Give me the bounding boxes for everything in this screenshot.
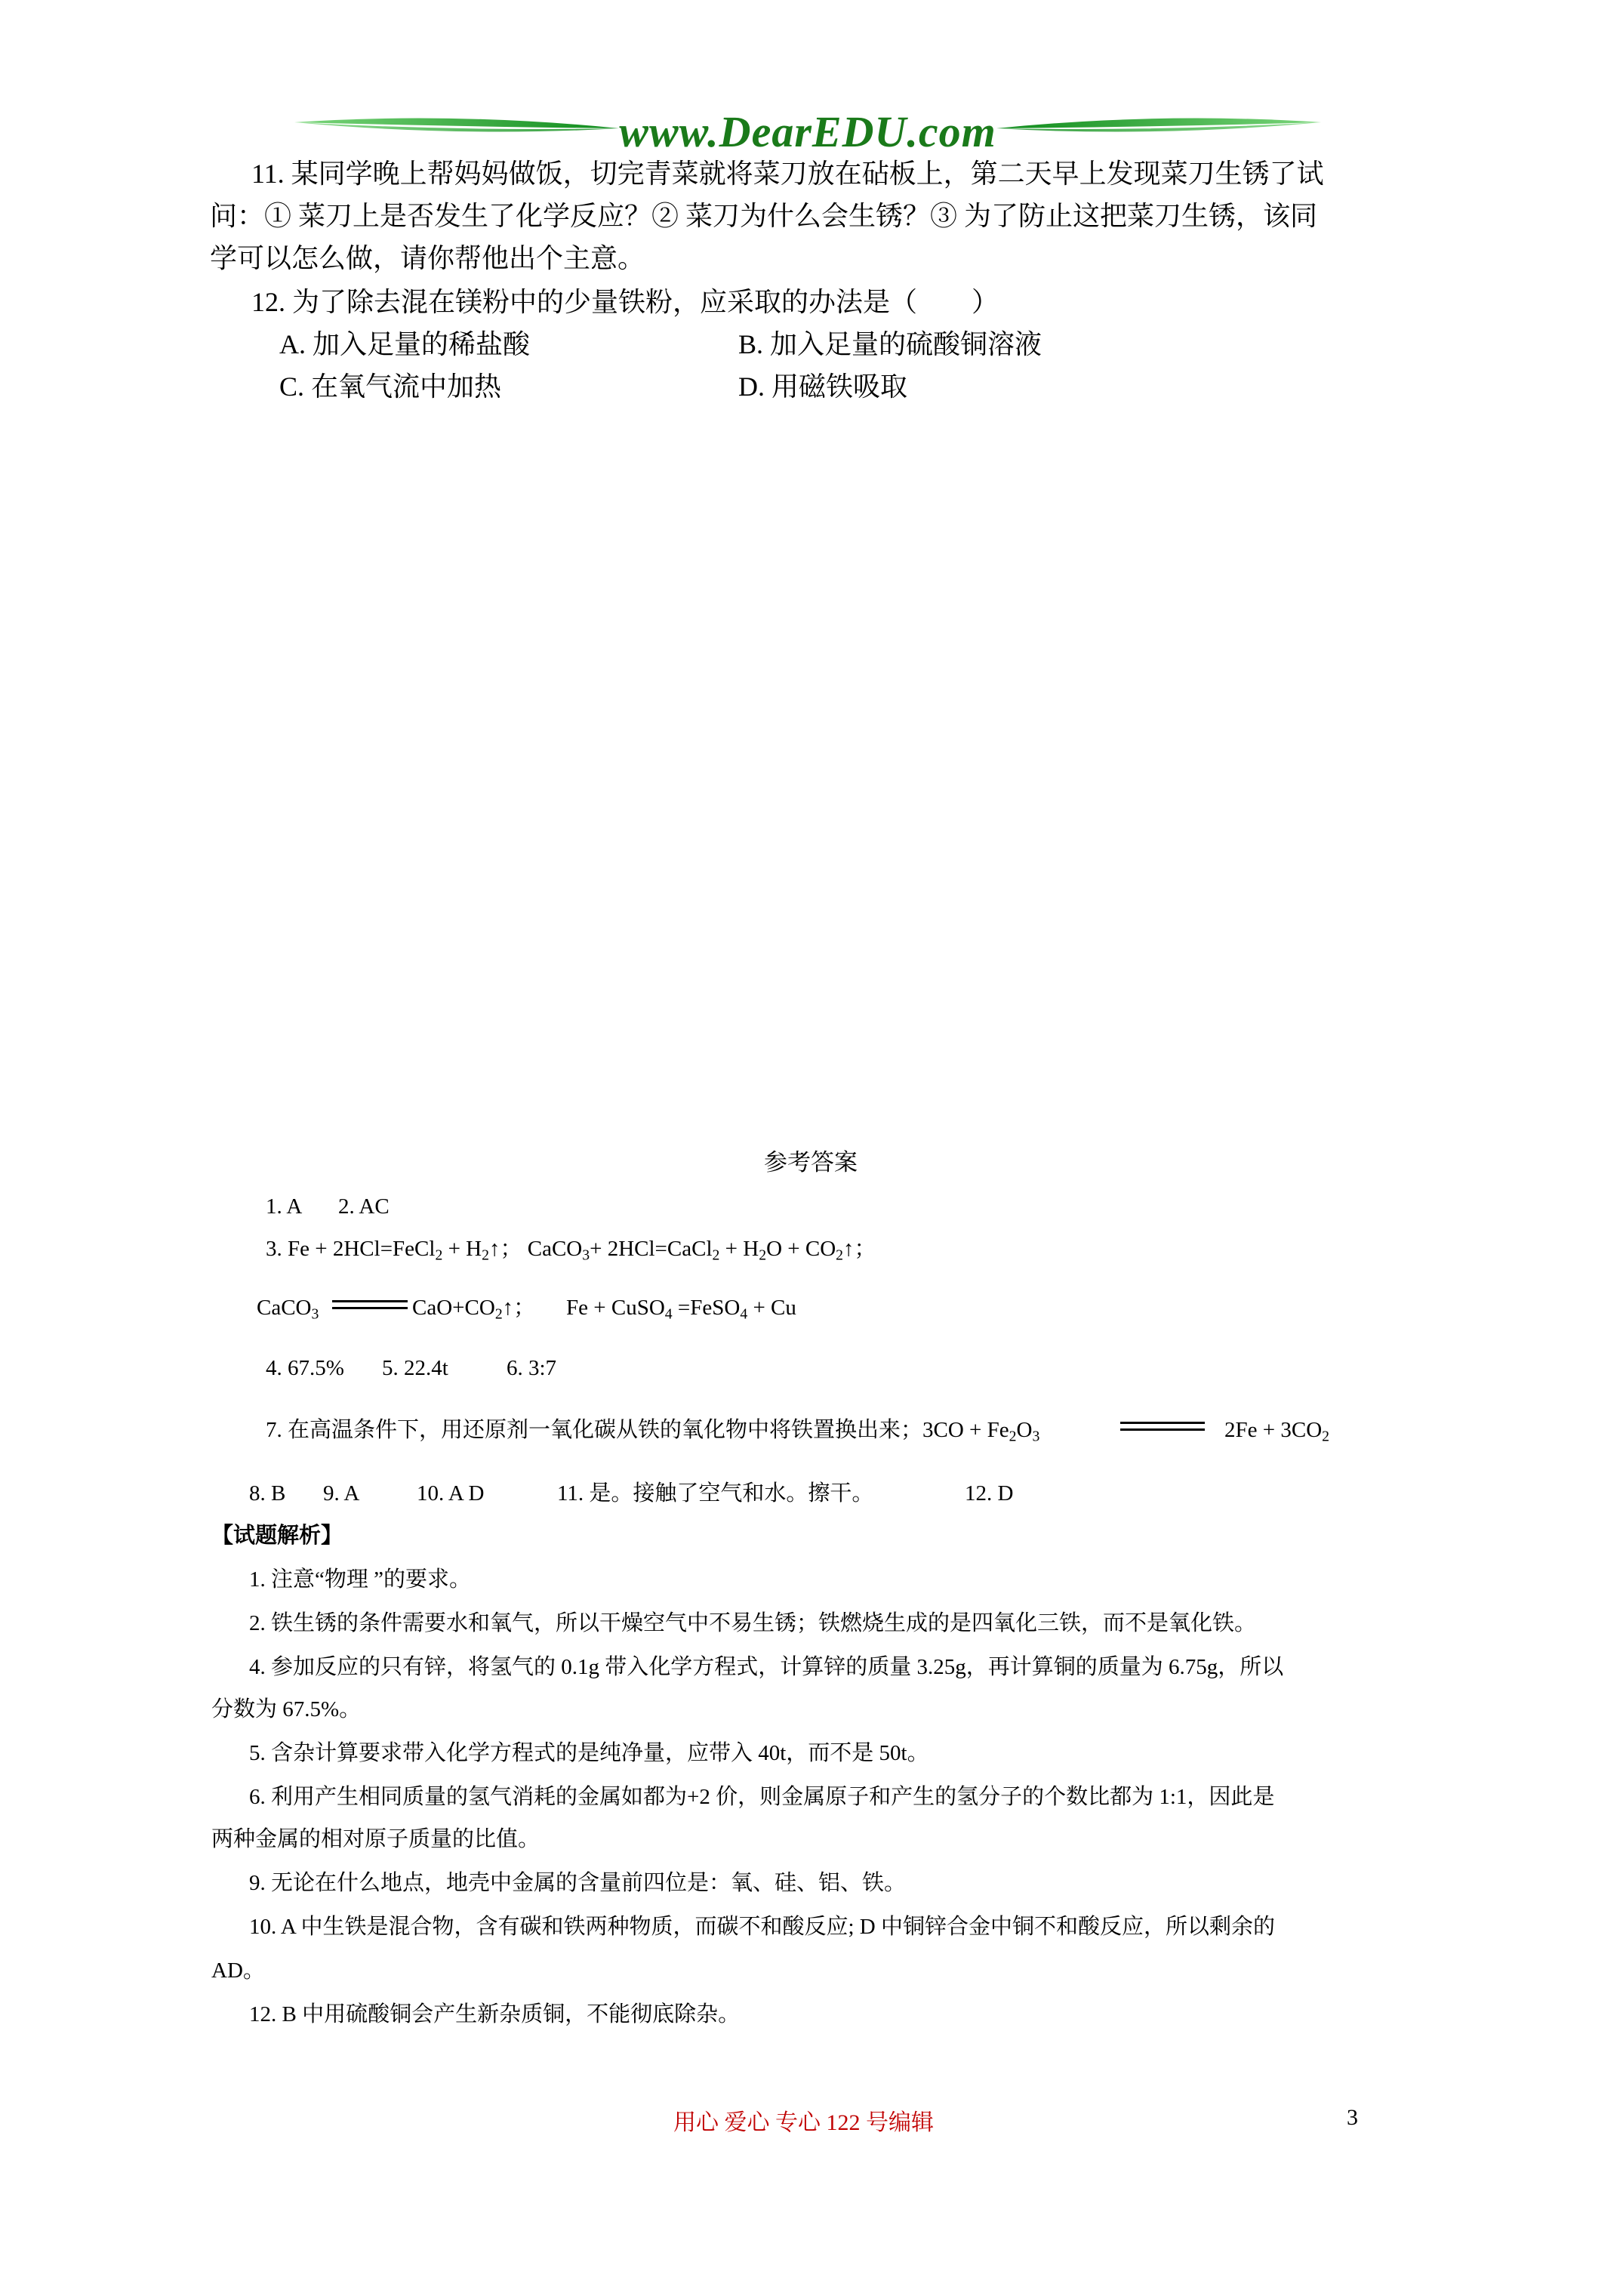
analysis-item: 9. 无论在什么地点，地壳中金属的含量前四位是：氧、硅、铝、铁。 [249,1871,907,1895]
answer-1: 1. A [266,1194,303,1219]
answer-7-left: 7. 在高温条件下，用还原剂一氧化碳从铁的氧化物中将铁置换出来；$3CO + Fe_2O_3$ [266,1418,1040,1445]
answer-3-equation-4: Fe + CuSO$_4$ =FeSO$_4$ + Cu [566,1296,796,1323]
answer-9: 9. A [323,1481,360,1505]
answer-3-equation-1: Fe + 2HCl=FeCl$_2$ + $H_2↑$； [288,1237,522,1264]
answer-8: 8. B [249,1481,286,1505]
answer-3-equation-3-left: CaCO$_3$ [257,1296,319,1323]
answer-3-line-1 [266,1237,876,1264]
answer-5: 5. 22.4t [382,1356,448,1380]
site-banner [287,106,1329,166]
answers-title: 参考答案 [764,1149,858,1176]
question-11-line-2: 问：① 菜刀上是否发生了化学反应？② 菜刀为什么会生锈？③ 为了防止这把菜刀生锈，该同 [210,201,1318,231]
answer-2: 2. AC [338,1194,390,1219]
answer-6: 6. 3:7 [507,1356,557,1380]
answer-7-right: $2Fe + 3CO_2$ [1224,1418,1329,1445]
analysis-item-continued: 两种金属的相对原子质量的比值。 [211,1827,540,1851]
analysis-item: 1. 注意“物理 ”的要求。 [249,1567,471,1592]
analysis-item: 2. 铁生锈的条件需要水和氧气，所以干燥空气中不易生锈；铁燃烧生成的是四氧化三铁，而不是氧化铁。 [249,1611,1257,1635]
analysis-item-continued: 分数为 67.5%。 [211,1697,362,1721]
answer-11: 11. 是。接触了空气和水。擦干。 [557,1481,874,1505]
answer-3-equation-2: CaCO$_3$+ 2HCl=CaCl$_2$ + $H_2O$ + $CO_2↑$； [527,1237,876,1264]
question-12-option-b: B. 加入足量的硫酸铜溶液 [738,329,1042,359]
analysis-item-continued: AD。 [211,1959,265,1983]
reaction-equals-sign [1120,1422,1205,1431]
site-logo-text: www.DearEDU.com [619,107,996,156]
reaction-equals-sign [332,1300,408,1309]
answer-10: 10. A D [417,1481,485,1505]
question-12-option-a: A. 加入足量的稀盐酸 [279,329,530,359]
analysis-item: 10. A 中生铁是混合物，含有碳和铁两种物质，而碳不和酸反应; D 中铜锌合金中铜不和酸反应，所以剩余的 [249,1915,1275,1939]
analysis-title: 【试题解析】 [211,1524,343,1548]
analysis-item: 12. B 中用硫酸铜会产生新杂质铜，不能彻底除杂。 [249,2002,741,2026]
answer-3-number: 3. [266,1237,282,1261]
page-number: 3 [1347,2105,1358,2130]
analysis-item: 5. 含杂计算要求带入化学方程式的是纯净量，应带入 40t，而不是 50t。 [249,1741,929,1765]
footer-text: 用心 爱心 专心 122 号编辑 [673,2110,934,2135]
question-12-option-c: C. 在氧气流中加热 [279,371,502,402]
question-12-stem: 12. 为了除去混在镁粉中的少量铁粉，应采取的办法是（ ） [251,287,999,317]
analysis-item: 6. 利用产生相同质量的氢气消耗的金属如都为+2 价，则金属原子和产生的氢分子的个数比都为 1:1，因此是 [249,1785,1275,1809]
answer-12: 12. D [965,1481,1014,1505]
question-12-option-d: D. 用磁铁吸取 [738,371,907,402]
question-11-line-1: 11. 某同学晚上帮妈妈做饭，切完青菜就将菜刀放在砧板上，第二天早上发现菜刀生锈了试 [251,159,1324,189]
analysis-item: 4. 参加反应的只有锌，将氢气的 0.1g 带入化学方程式，计算锌的质量 3.25g，再计算铜的质量为 6.75g，所以 [249,1655,1284,1679]
answer-4: 4. 67.5% [266,1356,344,1380]
question-11-line-3: 学可以怎么做，请你帮他出个主意。 [210,243,645,273]
answer-3-equation-3-right: $CaO+CO_2↑$； [412,1296,536,1323]
